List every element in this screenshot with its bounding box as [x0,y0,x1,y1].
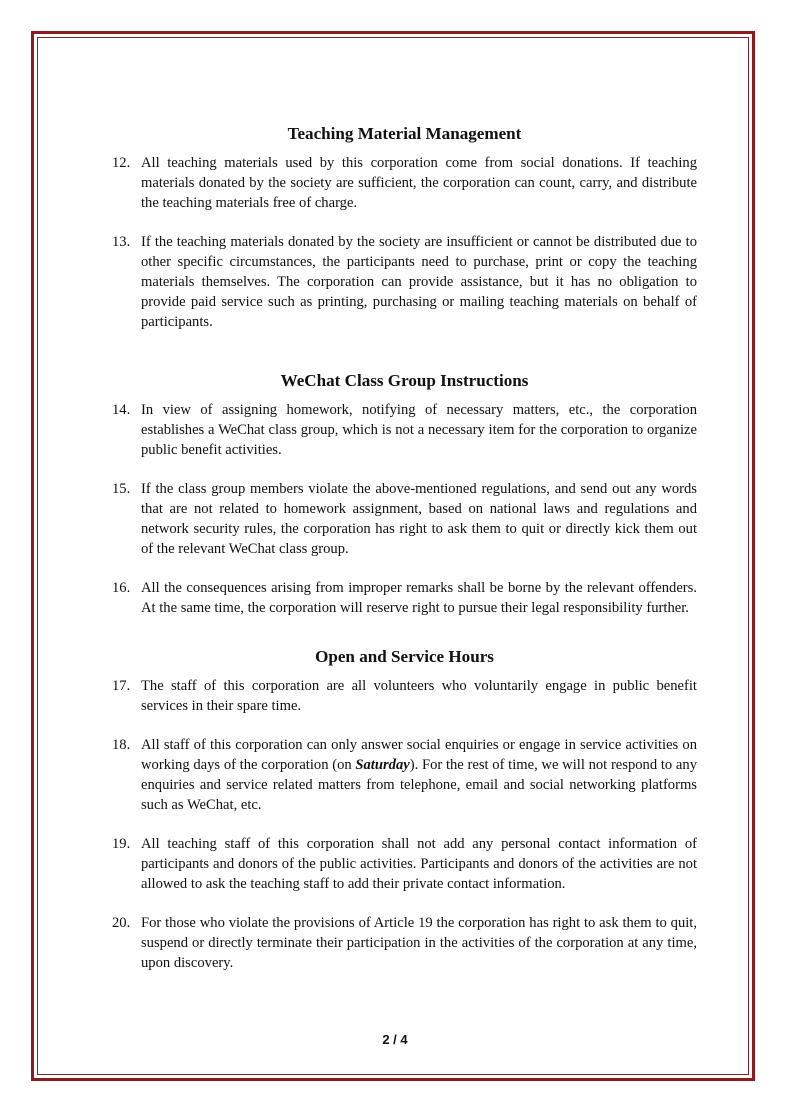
section-heading-wechat-group: WeChat Class Group Instructions [280,371,529,390]
article-text: All teaching staff of this corporation shall not add any personal contact information of participants and donors of the public activities. Participants and donors of the activities are not allowed to ask the teaching staff to add their private contact information. [141,836,697,892]
article-19 [112,834,697,894]
article-text: All the consequences arising from improper remarks shall be borne by the relevant offenders. At the same time, the corporation will reserve right to pursue their legal responsibility further. [141,580,697,616]
article-12 [112,153,697,213]
article-18 [112,735,697,815]
article-16 [112,578,697,618]
article-17 [112,676,697,716]
article-number: 12. [112,155,131,171]
article-text: All teaching materials used by this corporation come from social donations. If teaching materials donated by the society are sufficient, the corporation can count, carry, and distribute the teaching materials free of charge. [141,155,697,211]
article-text: If the teaching materials donated by the society are insufficient or cannot be distributed due to other specific circumstances, the participants need to purchase, print or copy the teaching materials themselves. The corporation can provide assistance, but it has no obligation to provide paid service such as printing, purchasing or mailing teaching materials on behalf of participants. [141,234,697,330]
document-body [112,124,697,973]
article-text: The staff of this corporation are all volunteers who voluntarily engage in public benefit services in their spare time. [141,678,697,714]
article-number: 17. [112,678,131,694]
article-text-part: All staff of this corporation can only answer social enquiries or engage in service activities on working days of the corporation (on [141,737,697,773]
article-text: If the class group members violate the above-mentioned regulations, and send out any words that are not related to homework assignment, based on national laws and regulations and network security rules, the corporation has right to ask them to quit or directly kick them out of the relevant WeChat class group. [141,481,697,557]
article-number: 18. [112,737,131,753]
article-number: 15. [112,481,131,497]
section-heading-service-hours: Open and Service Hours [315,647,494,666]
article-number: 16. [112,580,131,596]
article-20 [112,913,697,973]
article-number: 19. [112,836,131,852]
article-text-part: ). For the rest of time, we will not respond to any enquiries and service related matters from telephone, email and social networking platforms such as WeChat, etc. [141,757,697,813]
article-number: 13. [112,234,131,250]
article-15 [112,479,697,559]
section-heading-teaching-material: Teaching Material Management [287,124,522,143]
article-text-emphasis: Saturday [355,757,410,773]
article-14 [112,400,697,460]
article-text: For those who violate the provisions of Article 19 the corporation has right to ask them to quit, suspend or directly terminate their participation in the activities of the corporation at any time, upon discovery. [141,915,697,971]
article-text: In view of assigning homework, notifying of necessary matters, etc., the corporation establishes a WeChat class group, which is not a necessary item for the corporation to organize public benefit activities. [141,402,697,458]
article-number: 14. [112,402,131,418]
article-number: 20. [112,915,131,931]
page-number: 2 / 4 [382,1032,408,1047]
article-13 [112,232,697,332]
